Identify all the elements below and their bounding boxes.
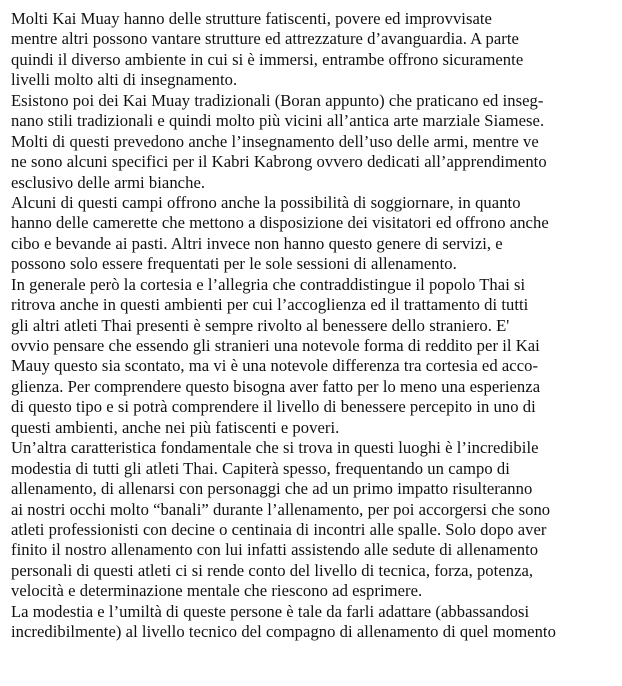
text-line: La modestia e l’umiltà di queste persone è tale da farli adattare (abbassandosi bbox=[11, 601, 530, 621]
text-line: ne sono alcuni specifici per il Kabri Kabrong ovvero dedicati all’apprendimento bbox=[11, 152, 547, 172]
text-line: Esistono poi dei Kai Muay tradizionali (Boran appunto) che praticano ed inseg- bbox=[11, 90, 544, 110]
text-line: allenamento, di allenarsi con personaggi che ad un primo impatto risulteranno bbox=[11, 479, 533, 499]
text-line: Alcuni di questi campi offrono anche la possibilità di soggiornare, in quanto bbox=[11, 192, 521, 212]
text-line: Molti di questi prevedono anche l’insegnamento dell’uso delle armi, mentre ve bbox=[11, 131, 539, 151]
text-line: nano stili tradizionali e quindi molto più vicini all’antica arte marziale Siamese. bbox=[11, 111, 545, 131]
text-line: modestia di tutti gli atleti Thai. Capiterà spesso, frequentando un campo di bbox=[11, 458, 510, 478]
text-line: ovvio pensare che essendo gli stranieri una notevole forma di reddito per il Kai bbox=[11, 336, 540, 355]
text-line: personali di questi atleti ci si rende conto del livello di tecnica, forza, potenza, bbox=[11, 560, 534, 580]
text-line: Molti Kai Muay hanno delle strutture fatiscenti, povere ed improvvisate bbox=[11, 9, 492, 28]
text-line: ai nostri occhi molto “banali” durante l’allenamento, per poi accorgersi che sono bbox=[11, 499, 551, 519]
text-line: finito il nostro allenamento con lui infatti assistendo alle sedute di allenamento bbox=[11, 540, 539, 560]
text-line: Mauy questo sia scontato, ma vi è una notevole differenza tra cortesia ed acco- bbox=[11, 356, 539, 376]
text-line: glienza. Per comprendere questo bisogna aver fatto per lo meno una esperienza bbox=[11, 376, 541, 396]
document-body bbox=[11, 9, 617, 643]
text-line: In generale però la cortesia e l’allegria che contraddistingue il popolo Thai si bbox=[11, 274, 526, 294]
text-line: quindi il diverso ambiente in cui si è immersi, entrambe offrono sicuramente bbox=[11, 49, 524, 69]
text-line: livelli molto alti di insegnamento. bbox=[11, 70, 238, 90]
text-line: esclusivo delle armi bianche. bbox=[11, 172, 206, 192]
text-line: ritrova anche in questi ambienti per cui l’accoglienza ed il trattamento di tutti bbox=[11, 295, 529, 315]
text-line: di questo tipo e si potrà comprendere il livello di benessere percepito in uno di bbox=[11, 397, 536, 417]
text-line: questi ambienti, anche nei più fatiscenti e poveri. bbox=[11, 417, 340, 437]
text-line: incredibilmente) al livello tecnico del compagno di allenamento di quel momento bbox=[11, 622, 556, 642]
text-line: Un’altra caratteristica fondamentale che si trova in questi luoghi è l’incredibile bbox=[11, 438, 539, 458]
text-line: atleti professionisti con decine o centinaia di incontri alle spalle. Solo dopo aver bbox=[11, 519, 547, 539]
text-line: possono solo essere frequentati per le sole sessioni di allenamento. bbox=[11, 254, 457, 274]
text-line: cibo e bevande ai pasti. Altri invece non hanno questo genere di servizi, e bbox=[11, 233, 503, 253]
text-line: velocità e determinazione mentale che riescono ad esprimere. bbox=[11, 581, 423, 601]
text-line: hanno delle camerette che mettono a disposizione dei visitatori ed offrono anche bbox=[11, 213, 549, 233]
text-line: gli altri atleti Thai presenti è sempre rivolto al benessere dello straniero. E' bbox=[11, 315, 510, 335]
text-line: mentre altri possono vantare strutture ed attrezzature d’avanguardia. A parte bbox=[11, 29, 519, 49]
